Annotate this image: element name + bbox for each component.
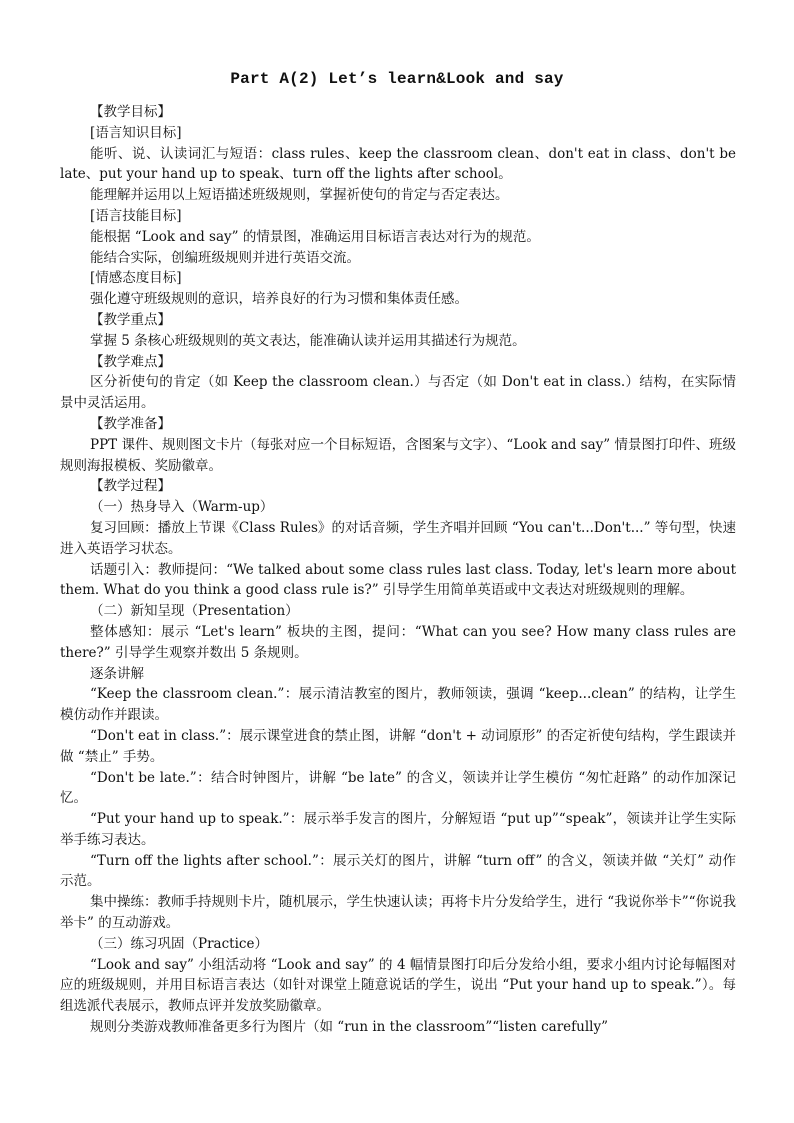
paragraph: 集中操练：教师手持规则卡片，随机展示，学生快速认读；再将卡片分发给学生，进行 “我说你举卡”“你说我举卡” 的互动游戏。 (60, 894, 736, 932)
paragraph: 掌握 5 条核心班级规则的英文表达，能准确认读并运用其描述行为规范。 (90, 332, 526, 349)
paragraph: 能听、说、认读词汇与短语：class rules、keep the classroom clean、don't eat in class、don't be late、put your hand up to speak、turn off the lights after school。 (60, 145, 736, 183)
paragraph: 强化遵守班级规则的意识，培养良好的行为习惯和集体责任感。 (90, 291, 468, 308)
section-heading-preparation: 【教学准备】 (90, 415, 171, 432)
paragraph: 能根据 “Look and say” 的情景图，准确运用目标语言表达对行为的规范。 (90, 228, 540, 245)
step-heading-presentation: （二）新知呈现（Presentation） (90, 603, 299, 620)
paragraph: “Don't be late.”：结合时钟图片，讲解 “be late” 的含义，领读并让学生模仿 “匆忙赶路” 的动作加深记忆。 (60, 769, 736, 807)
section-heading-difficulties: 【教学难点】 (90, 353, 171, 370)
page-title: Part A(2) Let’s learn&Look and say (230, 70, 564, 88)
paragraph: 逐条讲解 (90, 665, 144, 682)
paragraph: 规则分类游戏教师准备更多行为图片（如 “run in the classroom”“listen carefully” (90, 1019, 608, 1036)
paragraph: 能结合实际，创编班级规则并进行英语交流。 (90, 249, 360, 266)
section-heading-key-points: 【教学重点】 (90, 311, 171, 328)
paragraph: 能理解并运用以上短语描述班级规则，掌握祈使句的肯定与否定表达。 (90, 187, 509, 204)
paragraph: PPT 课件、规则图文卡片（每张对应一个目标短语，含图案与文字）、“Look and say” 情景图打印件、班级规则海报模板、奖励徽章。 (60, 436, 736, 474)
subheading-language-knowledge: [语言知识目标] (90, 124, 182, 141)
section-heading-objectives: 【教学目标】 (90, 104, 171, 120)
step-heading-practice: （三）练习巩固（Practice） (90, 935, 268, 952)
paragraph: “Put your hand up to speak.”：展示举手发言的图片，分解短语 “put up”“speak”，领读并让学生实际举手练习表达。 (60, 811, 736, 848)
subheading-language-skills: [语言技能目标] (90, 207, 182, 224)
paragraph: 复习回顾：播放上节课《Class Rules》的对话音频，学生齐唱并回顾 “You can't...Don't...” 等句型，快速进入英语学习状态。 (60, 519, 736, 557)
paragraph: 区分祈使句的肯定（如 Keep the classroom clean.）与否定（如 Don't eat in class.）结构，在实际情景中灵活运用。 (60, 374, 736, 412)
document-body (60, 102, 736, 1038)
step-heading-warm-up: （一）热身导入（Warm-up） (90, 499, 274, 516)
paragraph: “Turn off the lights after school.”：展示关灯的图片，讲解 “turn off” 的含义，领读并做 “关灯” 动作示范。 (60, 852, 736, 890)
paragraph: 整体感知：展示 “Let's learn” 板块的主图，提问：“What can you see? How many class rules are there?” 引导学生观察并数出 5 条规则。 (60, 623, 736, 661)
paragraph: 话题引入：教师提问：“We talked about some class rules last class. Today, let's learn more about them. What do you think a good class rule is?” 引导学生用简单英语或中文表达对班级规则的理解。 (60, 561, 736, 599)
subheading-emotion-attitude: [情感态度目标] (90, 270, 182, 287)
paragraph: “Keep the classroom clean.”：展示清洁教室的图片，教师领读，强调 “keep...clean” 的结构，让学生模仿动作并跟读。 (60, 686, 736, 724)
paragraph: “Don't eat in class.”：展示课堂进食的禁止图，讲解 “don't + 动词原形” 的否定祈使句结构，学生跟读并做 “禁止” 手势。 (60, 727, 736, 765)
section-heading-process: 【教学过程】 (90, 478, 171, 495)
paragraph: “Look and say” 小组活动将 “Look and say” 的 4 幅情景图打印后分发给小组，要求小组内讨论每幅图对应的班级规则，并用目标语言表达（如针对课堂上随意说话的学生，说出 “Put your hand up to speak.”）。每组选派代表展示，教师点评并发放奖励徽章。 (60, 956, 736, 1015)
